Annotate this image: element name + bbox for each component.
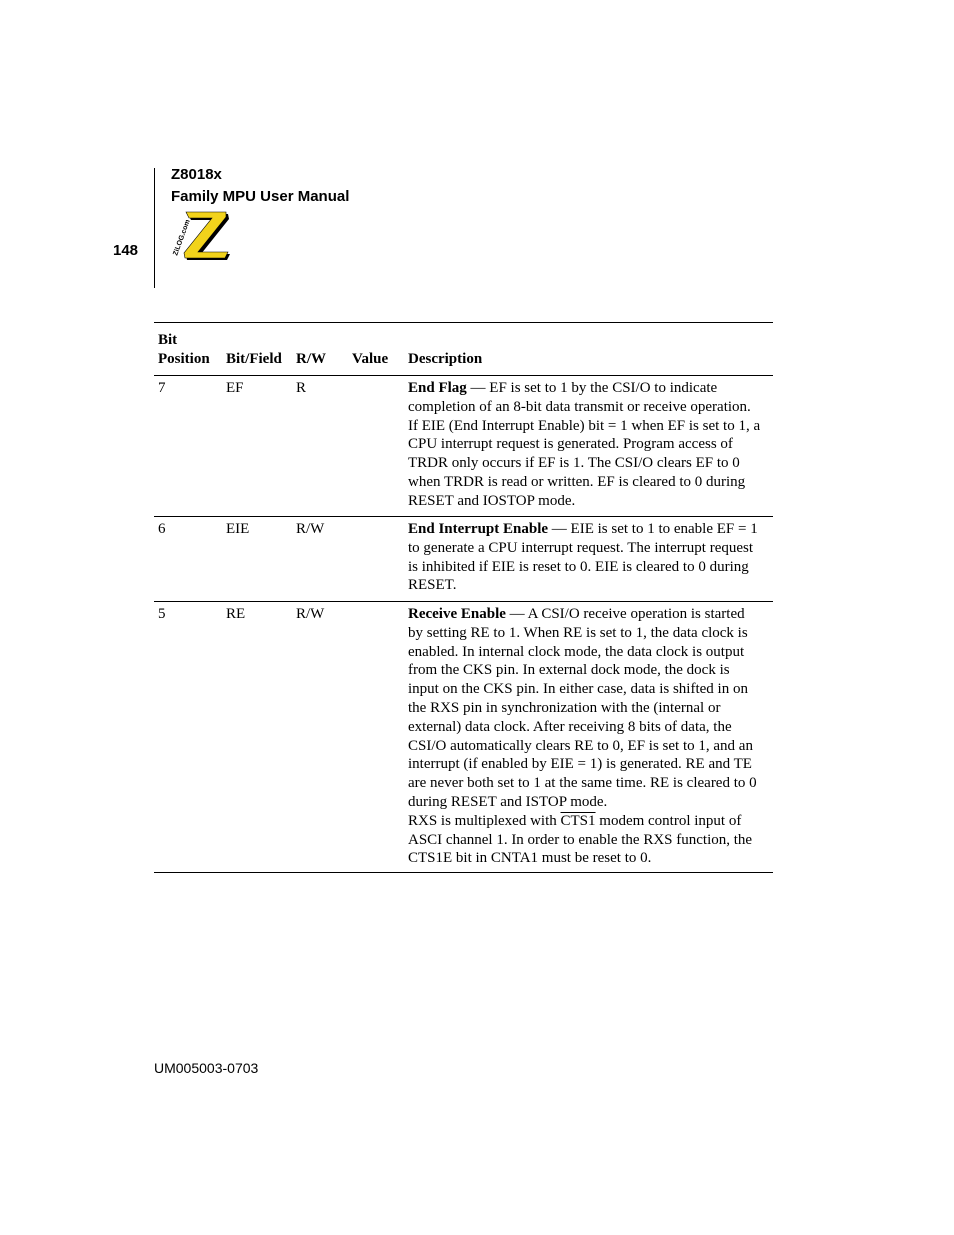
desc-term: Receive Enable <box>408 606 506 622</box>
cell-description: End Interrupt Enable — EIE is set to 1 to enable EF = 1 to generate a CPU interrupt request. The interrupt request is inhibited if EIE is reset to 0. EIE is cleared to 0 during RESET. <box>408 521 758 594</box>
cell-bit-position: 6 <box>158 521 166 537</box>
table-row <box>154 376 773 517</box>
desc-term: End Flag <box>408 380 467 396</box>
document-id: UM005003-0703 <box>154 1060 259 1076</box>
zilog-logo <box>170 210 232 260</box>
table-row <box>154 517 773 602</box>
page-number: 148 <box>113 242 139 259</box>
table-row <box>154 602 773 873</box>
cell-description: Receive Enable — A CSI/O receive operation is started by setting RE to 1. When RE is set to 1, the data clock is enabled. In internal clock mode, the data clock is output from the CKS pin. In external dock mode, the dock is input on the CKS pin. In either case, data is shifted in on the RXS pin in synchronization with the (internal or external) data clock. After receiving 8 bits of data, the CSI/O automatically clears RE to 0, EF is set to 1, and an interrupt (if enabled by EIE = 1) is generated. RE and TE are never both set to 1 at the same time. RE is cleared to 0 during RESET and ISTOP mode. RXS is multiplexed with CTS1 modem control input of ASCI channel 1. In order to enable the RXS function, the CTS1E bit in CNTA1 must be reset to 0. <box>408 606 757 867</box>
header-vertical-rule <box>154 168 155 288</box>
desc-term: End Interrupt Enable <box>408 521 549 537</box>
title-line-1: Z8018x <box>171 166 222 183</box>
cell-rw: R/W <box>296 521 325 537</box>
cell-rw: R <box>296 380 307 396</box>
cell-bit-position: 5 <box>158 606 166 622</box>
cell-bit-position: 7 <box>158 380 166 396</box>
logo-text: ZiLOG.com <box>172 218 192 257</box>
table-header-row <box>154 323 773 376</box>
col-header-rw: R/W <box>296 350 326 367</box>
signal-name-overlined: CTS1 <box>560 812 596 829</box>
cell-bit-field: EF <box>226 380 244 396</box>
col-header-bit-field: Bit/Field <box>226 350 282 367</box>
title-line-2: Family MPU User Manual <box>171 188 350 205</box>
cell-description: End Flag — EF is set to 1 by the CSI/O to indicate completion of an 8-bit data transmit or receive operation. If EIE (End Interrupt Enable) bit = 1 when EF is set to 1, a CPU interrupt request is generated. Program access of TRDR only occurs if EF is 1. The CSI/O clears EF to 0 when TRDR is read or written. EF is cleared to 0 during RESET and IOSTOP mode. <box>408 380 761 509</box>
cell-bit-field: EIE <box>226 521 250 537</box>
cell-bit-field: RE <box>226 606 246 622</box>
document-title <box>171 164 349 208</box>
cell-rw: R/W <box>296 606 325 622</box>
register-bit-table <box>154 322 773 873</box>
col-header-description: Description <box>408 350 483 367</box>
col-header-value: Value <box>352 350 389 367</box>
col-header-bit-position: Bit Position <box>158 332 210 367</box>
